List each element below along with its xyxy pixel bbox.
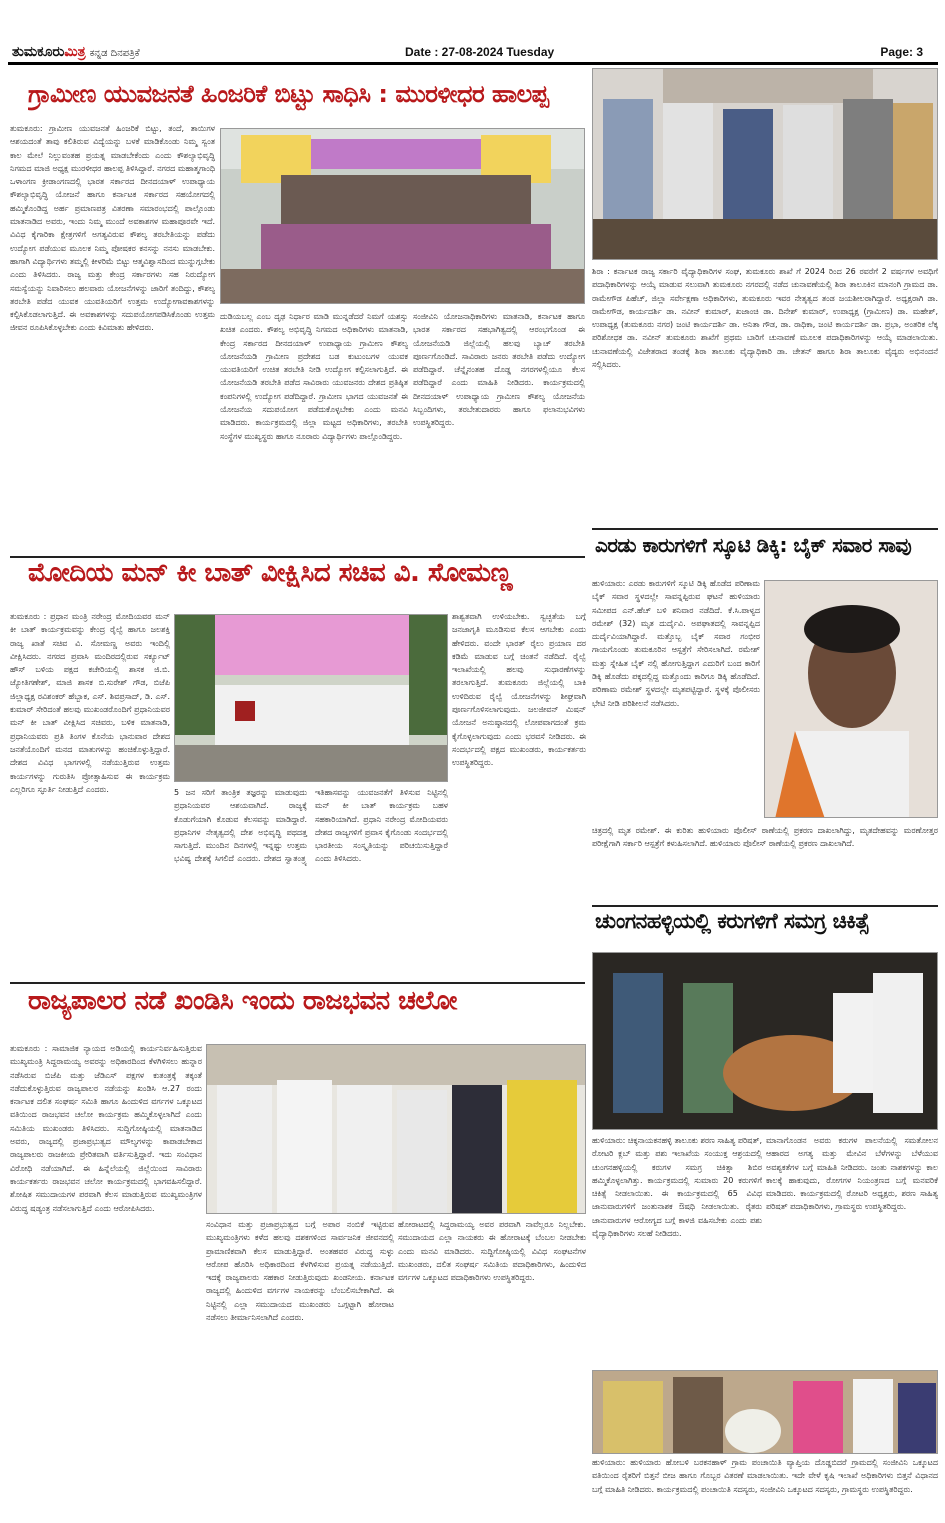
story7-column-3: ಹೋರಾಟದಲ್ಲಿ ಸಿದ್ದರಾಮಯ್ಯ ಅವರ ಪರವಾಗಿ ನಾವೆಲ್ಲರೂ ನಿಲ್ಲಬೇಕು. ಸಮುದಾಯದ ಎಲ್ಲಾ ನಾಯಕರು ಈ ಹೋರಾಟಕ್ಕೆ ಬೆಂಬಲ ನೀಡಬೇಕು ಎಂದು ಮನವಿ ಮಾಡಿದರು. ಸುದ್ದಿಗೋಷ್ಠಿಯಲ್ಲಿ ವಿವಿಧ ಸಂಘಟನೆಗಳ ಮುಖಂಡರು, ದಲಿತ ಸಂಘರ್ಷ ಸಮಿತಿಯ ಪದಾಧಿಕಾರಿಗಳು, ಹಿಂದುಳಿದ ವರ್ಗಗಳ ಒಕ್ಕೂಟದ ಪದಾಧಿಕಾರಿಗಳು ಉಪಸ್ಥಿತರಿದ್ದರು. bbox=[398, 1220, 586, 1283]
story6-caption: ಹುಳಿಯಾರು: ಹುಳಿಯಾರು ಹೋಬಳಿ ಬರಕನಹಾಳ್ ಗ್ರಾಮ ಪಂಚಾಯಿತಿ ವ್ಯಾಪ್ತಿಯ ದೊಡ್ಡಬಿದರೆ ಗ್ರಾಮದಲ್ಲಿ ಸಂಜೀವಿನಿ ಒಕ್ಕೂಟದ ವತಿಯಿಂದ ರೈತರಿಗೆ ಬಿತ್ತನೆ ಬೀಜ ಹಾಗೂ ಗೊಬ್ಬರ ವಿತರಣೆ ಮಾಡಲಾಯಿತು. ಇದೇ ವೇಳೆ ಕೃಷಿ ಇಲಾಖೆ ಅಧಿಕಾರಿಗಳು ಬಿತ್ತನೆ ವಿಧಾನದ ಬಗ್ಗೆ ಮಾಹಿತಿ ನೀಡಿದರು. ಕಾರ್ಯಕ್ರಮದಲ್ಲಿ ಪಂಚಾಯಿತಿ ಸದಸ್ಯರು, ಸಂಜೀವಿನಿ ಒಕ್ಕೂಟದ ಸದಸ್ಯರು, ಗ್ರಾಮಸ್ಥರು ಉಪಸ್ಥಿತರಿದ್ದರು. bbox=[592, 1458, 938, 1494]
story7-headline: ರಾಜ್ಯಪಾಲರ ನಡೆ ಖಂಡಿಸಿ ಇಂದು ರಾಜಭವನ ಚಲೋ bbox=[28, 988, 457, 1016]
story1-photo-group bbox=[220, 128, 585, 304]
story4-photo-meeting bbox=[174, 614, 448, 782]
newspaper-title bbox=[12, 44, 140, 60]
story1-column-1: ತುಮಕೂರು: ಗ್ರಾಮೀಣ ಯುವಜನತೆ ಹಿಂಜರಿಕೆ ಬಿಟ್ಟು, ತಂದೆ, ತಾಯಿಗಳ ಆಶಯದಂತೆ ತಾವು ಕಲಿತಿರುವ ವಿದ್ಯೆಯನ್ನು ಬಳಕೆ ಮಾಡಿಕೊಂಡು ನಿಮ್ಮ ಸ್ವಂತ ಕಾಲ ಮೇಲೆ ನಿಲ್ಲುವಂತಹ ಪ್ರಯತ್ನ ಮಾಡಬೇಕೆಂದು ಎಂದು ಕೌಶಲ್ಯಾಭಿವೃದ್ಧಿ ನಿಗಮದ ಮಾಜಿ ಅಧ್ಯಕ್ಷ ಮುರಳೀಧರ ಹಾಲಪ್ಪ ತಿಳಿಸಿದ್ದಾರೆ. ನಗರದ ಮಹಾತ್ಮಗಾಂಧಿ ಒಳಾಂಗಣ ಕ್ರೀಡಾಂಗಣದಲ್ಲಿ ಭಾರತ ಸರ್ಕಾರದ ದೀನದಯಾಳ್ ಉಪಾಧ್ಯಾಯ ಕೌಶಲ್ಯಾಭಿವೃದ್ಧಿ ಯೋಜನೆ ಹಾಗೂ ಕರ್ನಾಟಕ ಸರ್ಕಾರದ ಸಹಯೋಗದಲ್ಲಿ ಹಮ್ಮಿಕೊಂಡಿದ್ದ ಅರ್ಹ ಪ್ರಮಾಣಪತ್ರ ವಿತರಣಾ ಸಮಾರಂಭದಲ್ಲಿ ಪಾಲ್ಗೊಂಡು ಮಾತನಾಡಿದ ಅವರು, ಇಂದು ನಿಮ್ಮ ಮುಂದೆ ಅವಕಾಶಗಳ ಮಹಾಪೂರವೇ ಇದೆ. ವಿವಿಧ ಕೈಗಾರಿಕಾ ಕ್ಷೇತ್ರಗಳಿಗೆ ಅಗತ್ಯವಿರುವ ಕೌಶಲ್ಯ ತರಬೇತಿಯನ್ನು ಪಡೆದು ಉದ್ಯೋಗ ಪಡೆಯುವ ಮೂಲಕ ನಿಮ್ಮ ಪೋಷಕರ ಕನಸನ್ನು ನನಸು ಮಾಡಬೇಕು. ಹಾಗಾಗಿ ವಿದ್ಯಾರ್ಥಿಗಳು ತಮ್ಮಲ್ಲಿ ಕೀಳರಿಮೆ ಬಿಟ್ಟು ಆತ್ಮವಿಶ್ವಾಸದಿಂದ ಮುನ್ನುಗ್ಗಬೇಕು ಎಂದು ತಿಳಿಸಿದರು. ರಾಜ್ಯ ಮತ್ತು ಕೇಂದ್ರ ಸರ್ಕಾರಗಳು ಸಹ ನಿರುದ್ಯೋಗ ಸಮಸ್ಯೆಯನ್ನು ನಿವಾರಿಸಲು ಹಲವಾರು ಯೋಜನೆಗಳನ್ನು ಜಾರಿಗೆ ತಂದಿದ್ದು, ಕೌಶಲ್ಯ ತರಬೇತಿ ಪಡೆದ ಯುವಕ ಯುವತಿಯರಿಗೆ ಉತ್ತಮ ಉದ್ಯೋಗಾವಕಾಶಗಳನ್ನು ಕಲ್ಪಿಸಿಕೊಡಲಾಗುತ್ತಿದೆ. ಈ ಅವಕಾಶಗಳನ್ನು ಸದುಪಯೋಗಪಡಿಸಿಕೊಂಡು ಉತ್ತಮ ಜೀವನ ರೂಪಿಸಿಕೊಳ್ಳಬೇಕು ಎಂದು ಕಿವಿಮಾತು ಹೇಳಿದರು. bbox=[10, 124, 215, 333]
story3-headline: ಎರಡು ಕಾರುಗಳಿಗೆ ಸ್ಕೂಟಿ ಡಿಕ್ಕಿ: ಬೈಕ್ ಸವಾರ ಸಾವು bbox=[595, 535, 912, 557]
story3-top-rule bbox=[592, 528, 938, 530]
story7-photo-press bbox=[206, 1044, 586, 1214]
story4-headline: ಮೋದಿಯ ಮನ್ ಕೀ ಬಾತ್ ವೀಕ್ಷಿಸಿದ ಸಚಿವ ವಿ. ಸೋಮಣ್ಣ bbox=[28, 560, 513, 588]
story5-column-1: ಹುಳಿಯಾರು: ಚಿಕ್ಕನಾಯಕನಹಳ್ಳಿ ತಾಲೂಕು ಶರಣ ಸಾಹಿತ್ಯ ಪರಿಷತ್, ರೋಟರಿ ಕ್ಲಬ್ ಮತ್ತು ಪಶು ಇಲಾಖೆಯ ಸಂಯುಕ್ತ ಆಶ್ರಯದಲ್ಲಿ ಚುಂಗನಹಳ್ಳಿಯಲ್ಲಿ ಕರುಗಳ ಸಮಗ್ರ ಚಿಕಿತ್ಸಾ ಶಿಬಿರ ಹಮ್ಮಿಕೊಳ್ಳಲಾಗಿತ್ತು. ಕಾರ್ಯಕ್ರಮದಲ್ಲಿ ಸುಮಾರು 20 ಕರುಗಳಿಗೆ ಚಿಕಿತ್ಸೆ ನೀಡಲಾಯಿತು. ಈ ಕಾರ್ಯಕ್ರಮದಲ್ಲಿ 65 ವಿವಿಧ ಜಾನುವಾರುಗಳಿಗೆ ಜಂತುನಾಶಕ ಔಷಧಿ ನೀಡಲಾಯಿತು. ರೈತರು ಜಾನುವಾರುಗಳ ಆರೋಗ್ಯದ ಬಗ್ಗೆ ಕಾಳಜಿ ವಹಿಸಬೇಕು ಎಂದು ಪಶು ವೈದ್ಯಾಧಿಕಾರಿಗಳು ಸಲಹೆ ನೀಡಿದರು. bbox=[592, 1136, 762, 1239]
story3-photo-victim bbox=[764, 580, 938, 818]
doctors-photo-image bbox=[593, 69, 938, 260]
story2-photo-doctors bbox=[592, 68, 938, 260]
story5-headline: ಚುಂಗನಹಳ್ಳಿಯಲ್ಲಿ ಕರುಗಳಿಗೆ ಸಮಗ್ರ ಚಿಕಿತ್ಸೆ bbox=[595, 910, 870, 933]
story4-top-rule bbox=[10, 556, 585, 558]
story4-column-3: ಶಾಶ್ವತವಾಗಿ ಉಳಿಯಬೇಕು. ಸ್ವಚ್ಛತೆಯ ಬಗ್ಗೆ ಜನಜಾಗೃತಿ ಮೂಡಿಸುವ ಕೆಲಸ ಆಗಬೇಕು ಎಂದು ಹೇಳಿದರು. ವಂದೇ ಭಾರತ್ ರೈಲು ಪ್ರಯಾಣ ದರ ಕಡಿಮೆ ಮಾಡುವ ಬಗ್ಗೆ ಚಿಂತನೆ ನಡೆದಿದೆ. ರೈಲ್ವೆ ಇಲಾಖೆಯಲ್ಲಿ ಹಲವು ಸುಧಾರಣೆಗಳನ್ನು ತರಲಾಗುತ್ತಿದೆ. ತುಮಕೂರು ಜಿಲ್ಲೆಯಲ್ಲಿ ಬಾಕಿ ಉಳಿದಿರುವ ರೈಲ್ವೆ ಯೋಜನೆಗಳನ್ನು ಶೀಘ್ರವಾಗಿ ಪೂರ್ಣಗೊಳಿಸಲಾಗುವುದು. ಜಲಜೀವನ್ ಮಿಷನ್ ಯೋಜನೆ ಅನುಷ್ಠಾನದಲ್ಲಿ ಲೋಪವಾಗದಂತೆ ಕ್ರಮ ಕೈಗೊಳ್ಳಲಾಗುವುದು ಎಂದು ಭರವಸೆ ನೀಡಿದರು. ಈ ಸಂದರ್ಭದಲ್ಲಿ ಪಕ್ಷದ ಮುಖಂಡರು, ಕಾರ್ಯಕರ್ತರು ಉಪಸ್ಥಿತರಿದ್ದರು. bbox=[452, 612, 586, 768]
story1-column-3: ಸಂಜೀವಿನಿ ಯೋಜನಾಧಿಕಾರಿಗಳು ಮಾತನಾಡಿ, ಕರ್ನಾಟಕ ಹಾಗೂ ಭಾರತ ಸರ್ಕಾರದ ಸಹಭಾಗಿತ್ವದಲ್ಲಿ ಆರಂಭಗೊಂಡ ಈ ಯೋಜನೆಯಡಿ ಜಿಲ್ಲೆಯಲ್ಲಿ ಹಲವು ಬ್ಯಾಚ್ ತರಬೇತಿ ಪೂರ್ಣಗೊಂಡಿದೆ. ಸಾವಿರಾರು ಜನರು ತರಬೇತಿ ಪಡೆದು ಉದ್ಯೋಗ ಪಡೆದಿದ್ದಾರೆ. ಚೆನ್ನೈನಂತಹ ದೊಡ್ಡ ನಗರಗಳಲ್ಲಿಯೂ ಕೆಲಸ ಪಡೆದಿದ್ದಾರೆ ಎಂದು ಮಾಹಿತಿ ನೀಡಿದರು. ಕಾರ್ಯಕ್ರಮದಲ್ಲಿ ದೀನದಯಾಳ್ ಉಪಾಧ್ಯಾಯ ಗ್ರಾಮೀಣ ಕೌಶಲ್ಯ ಯೋಜನೆಯ ಸಿಬ್ಬಂದಿಗಳು, ತರಬೇತುದಾರರು ಹಾಗೂ ಫಲಾನುಭವಿಗಳು ಉಪಸ್ಥಿತರಿದ್ದರು. bbox=[413, 312, 585, 428]
story4-column-2: 5 ಜನ ಸರಿಗೆ ತಾಂತ್ರಿಕ ತಜ್ಞರನ್ನು ಮಾಡುವುದು ಪ್ರಧಾನಿಯವರ ಆಶಯವಾಗಿದೆ. ರಾಜ್ಯಕ್ಕೆ ಕೊಡುಗೆಯಾಗಿ ಕೊಡುವ ಕೆಲಸವನ್ನು ಮಾಡಿದ್ದಾರೆ. ಪ್ರಧಾನಿಗಳ ನೇತೃತ್ವದಲ್ಲಿ ದೇಶ ಅಭಿವೃದ್ಧಿ ಪಥದತ್ತ ಸಾಗುತ್ತಿದೆ. ಮುಂದಿನ ದಿನಗಳಲ್ಲಿ ಇನ್ನಷ್ಟು ಉತ್ತಮ ಭವಿಷ್ಯ ದೇಶಕ್ಕೆ ಸಿಗಲಿದೆ ಎಂದರು. ದೇಶದ ಸ್ವಾತಂತ್ರ್ಯ ಇತಿಹಾಸವನ್ನು ಯುವಜನತೆಗೆ ತಿಳಿಸುವ ನಿಟ್ಟಿನಲ್ಲಿ ಮನ್ ಕೀ ಬಾತ್ ಕಾರ್ಯಕ್ರಮ ಬಹಳ ಸಹಕಾರಿಯಾಗಿದೆ. ಪ್ರಧಾನಿ ನರೇಂದ್ರ ಮೋದಿಯವರು ದೇಶದ ರಾಜ್ಯಗಳಿಗೆ ಪ್ರವಾಸ ಕೈಗೊಂಡು ಸಂದರ್ಭದಲ್ಲಿ ಭಾರತೀಯ ಸಂಸ್ಕೃತಿಯನ್ನು ಪರಿಚಯಿಸುತ್ತಿದ್ದಾರೆ ಎಂದು ತಿಳಿಸಿದರು. bbox=[174, 788, 448, 864]
story6-photo-distribution bbox=[592, 1370, 938, 1454]
story7-column-1: ತುಮಕೂರು : ಸಾಮಾಜಿಕ ನ್ಯಾಯದ ಅಡಿಯಲ್ಲಿ ಕಾರ್ಯನಿರ್ವಹಿಸುತ್ತಿರುವ ಮುಖ್ಯಮಂತ್ರಿ ಸಿದ್ದರಾಮಯ್ಯ ಅವರನ್ನು ಅಧಿಕಾರದಿಂದ ಕೆಳಗಿಳಿಸಲು ಹುನ್ನಾರ ನಡೆಸಿರುವ ಬಿಜೆಪಿ ಮತ್ತು ಜೆಡಿಎಸ್ ಪಕ್ಷಗಳ ಕುತಂತ್ರಕ್ಕೆ ತಕ್ಕಂತೆ ನಡೆದುಕೊಳ್ಳುತ್ತಿರುವ ರಾಜ್ಯಪಾಲರ ನಡೆಯನ್ನು ಖಂಡಿಸಿ ಆ.27 ರಂದು ಕರ್ನಾಟಕ ದಲಿತ ಸಂಘರ್ಷ ಸಮಿತಿ ಹಾಗೂ ಹಿಂದುಳಿದ ವರ್ಗಗಳ ಒಕ್ಕೂಟದ ವತಿಯಿಂದ ರಾಜಭವನ ಚಲೋ ಕಾರ್ಯಕ್ರಮ ಹಮ್ಮಿಕೊಳ್ಳಲಾಗಿದೆ ಎಂದು ಸಮಿತಿಯ ಮುಖಂಡರು ತಿಳಿಸಿದರು. ಸುದ್ದಿಗೋಷ್ಠಿಯಲ್ಲಿ ಮಾತನಾಡಿದ ಅವರು, ರಾಜ್ಯದಲ್ಲಿ ಪ್ರಜಾಪ್ರಭುತ್ವದ ಮೌಲ್ಯಗಳನ್ನು ಕಾಪಾಡಬೇಕಾದ ರಾಜ್ಯಪಾಲರು ರಾಜಕೀಯ ಪ್ರೇರಿತವಾಗಿ ವರ್ತಿಸುತ್ತಿದ್ದಾರೆ. ಇದು ಸಂವಿಧಾನ ವಿರೋಧಿ ನಡೆಯಾಗಿದೆ. ಈ ಹಿನ್ನೆಲೆಯಲ್ಲಿ ಜಿಲ್ಲೆಯಿಂದ ಸಾವಿರಾರು ಕಾರ್ಯಕರ್ತರು ರಾಜಭವನ ಚಲೋ ಕಾರ್ಯಕ್ರಮದಲ್ಲಿ ಭಾಗವಹಿಸಲಿದ್ದಾರೆ. ಶೋಷಿತ ಸಮುದಾಯಗಳ ಪರವಾಗಿ ಕೆಲಸ ಮಾಡುತ್ತಿರುವ ಮುಖ್ಯಮಂತ್ರಿಗಳ ವಿರುದ್ಧ ಷಡ್ಯಂತ್ರ ನಡೆಸಲಾಗುತ್ತಿದೆ ಎಂದು ಆರೋಪಿಸಿದರು. bbox=[10, 1044, 202, 1213]
story1-headline: ಗ್ರಾಮೀಣ ಯುವಜನತೆ ಹಿಂಜರಿಕೆ ಬಿಟ್ಟು ಸಾಧಿಸಿ : ಮುರಳೀಧರ ಹಾಲಪ್ಪ bbox=[28, 82, 549, 108]
masthead bbox=[0, 0, 945, 70]
meeting-photo-image bbox=[175, 615, 448, 782]
newspaper-subtitle: ಕನ್ನಡ ದಿನಪತ್ರಿಕೆ bbox=[89, 48, 140, 59]
page-number: Page: 3 bbox=[880, 45, 923, 59]
story1-column-2: ದುಡಿಯಬಲ್ಲ ಎಂಬ ದೃಢ ನಿರ್ಧಾರ ಮಾಡಿ ಮುನ್ನಡೆದರೆ ನಿಮಗೆ ಯಶಸ್ಸು ಖಚಿತ ಎಂದರು. ಕೌಶಲ್ಯ ಅಭಿವೃದ್ಧಿ ನಿಗಮದ ಅಧಿಕಾರಿಗಳು ಮಾತನಾಡಿ, ಕೇಂದ್ರ ಸರ್ಕಾರದ ದೀನದಯಾಳ್ ಉಪಾಧ್ಯಾಯ ಗ್ರಾಮೀಣ ಕೌಶಲ್ಯ ಯೋಜನೆಯಡಿ ಗ್ರಾಮೀಣ ಪ್ರದೇಶದ ಬಡ ಕುಟುಂಬಗಳ ಯುವಕ ಯುವತಿಯರಿಗೆ ಉಚಿತ ತರಬೇತಿ ನೀಡಿ ಉದ್ಯೋಗ ಕಲ್ಪಿಸಲಾಗುತ್ತಿದೆ. ಈ ಯೋಜನೆಯಡಿ ತರಬೇತಿ ಪಡೆದ ಸಾವಿರಾರು ಯುವಜನರು ದೇಶದ ಪ್ರತಿಷ್ಠಿತ ಕಂಪನಿಗಳಲ್ಲಿ ಉದ್ಯೋಗ ಪಡೆದಿದ್ದಾರೆ. ಗ್ರಾಮೀಣ ಭಾಗದ ಯುವಜನತೆ ಈ ಯೋಜನೆಯ ಸದುಪಯೋಗ ಪಡೆದುಕೊಳ್ಳಬೇಕು ಎಂದು ಮನವಿ ಮಾಡಿದರು. ಕಾರ್ಯಕ್ರಮದಲ್ಲಿ ಜಿಲ್ಲಾ ಮಟ್ಟದ ಅಧಿಕಾರಿಗಳು, ತರಬೇತಿ ಸಂಸ್ಥೆಗಳ ಮುಖ್ಯಸ್ಥರು ಹಾಗೂ ನೂರಾರು ವಿದ್ಯಾರ್ಥಿಗಳು ಪಾಲ್ಗೊಂಡಿದ್ದರು. bbox=[220, 312, 408, 441]
story5-photo-cattle bbox=[592, 952, 938, 1130]
story7-column-2: ಸಂವಿಧಾನ ಮತ್ತು ಪ್ರಜಾಪ್ರಭುತ್ವದ ಬಗ್ಗೆ ಅಪಾರ ನಂಬಿಕೆ ಇಟ್ಟಿರುವ ಮುಖ್ಯಮಂತ್ರಿಗಳು ಕಳೆದ ಹಲವು ದಶಕಗಳಿಂದ ಸಾರ್ವಜನಿಕ ಜೀವನದಲ್ಲಿ ಪ್ರಾಮಾಣಿಕವಾಗಿ ಕೆಲಸ ಮಾಡುತ್ತಿದ್ದಾರೆ. ಅಂತಹವರ ವಿರುದ್ಧ ಸುಳ್ಳು ಆರೋಪ ಹೊರಿಸಿ ಅಧಿಕಾರದಿಂದ ಕೆಳಗಿಳಿಸುವ ಪ್ರಯತ್ನ ನಡೆಯುತ್ತಿದೆ. ಇದಕ್ಕೆ ರಾಜ್ಯಪಾಲರು ಸಹಕಾರ ನೀಡುತ್ತಿರುವುದು ಖಂಡನೀಯ. ಕರ್ನಾಟಕ ರಾಜ್ಯದಲ್ಲಿ ಹಿಂದುಳಿದ ವರ್ಗಗಳ ನಾಯಕರನ್ನು ಬೆಂಬಲಿಸಬೇಕಾಗಿದೆ. ಈ ನಿಟ್ಟಿನಲ್ಲಿ ಎಲ್ಲಾ ಸಮುದಾಯದ ಮುಖಂಡರು ಒಗ್ಗಟ್ಟಾಗಿ ಹೋರಾಟ ನಡೆಸಲು ತೀರ್ಮಾನಿಸಲಾಗಿದೆ ಎಂದರು. bbox=[206, 1220, 394, 1323]
story3-caption: ಚಿತ್ರದಲ್ಲಿ ಮೃತ ರಮೇಶ್. ಈ ಕುರಿತು ಹುಳಿಯಾರು ಪೊಲೀಸ್ ಠಾಣೆಯಲ್ಲಿ ಪ್ರಕರಣ ದಾಖಲಾಗಿದ್ದು, ಮೃತದೇಹವನ್ನು ಮರಣೋತ್ತರ ಪರೀಕ್ಷೆಗಾಗಿ ಸರ್ಕಾರಿ ಆಸ್ಪತ್ರೆಗೆ ಕಳುಹಿಸಲಾಗಿದೆ. ಹುಳಿಯಾರು ಪೊಲೀಸ್ ಠಾಣೆಯಲ್ಲಿ ಪ್ರಕರಣ ದಾಖಲಾಗಿದೆ. bbox=[592, 826, 938, 849]
title-part-b: ಮಿತ್ರ bbox=[64, 44, 86, 60]
press-meet-photo-image bbox=[207, 1045, 586, 1214]
group-photo-image bbox=[221, 129, 585, 304]
issue-date: Date : 27-08-2024 Tuesday bbox=[405, 45, 555, 59]
story5-top-rule bbox=[592, 905, 938, 907]
story3-column-1: ಹುಳಿಯಾರು: ಎರಡು ಕಾರುಗಳಿಗೆ ಸ್ಕೂಟಿ ಡಿಕ್ಕಿ ಹೊಡೆದ ಪರಿಣಾಮ ಬೈಕ್ ಸವಾರ ಸ್ಥಳದಲ್ಲೇ ಸಾವನ್ನಪ್ಪಿರುವ ಘಟನೆ ಹುಳಿಯಾರು ಸಮೀಪದ ಎನ್.ಹೆಚ್ ಬಳಿ ಶನಿವಾರ ನಡೆದಿದೆ. ಕೆ.ಸಿ.ಪಾಳ್ಯದ ರಮೇಶ್ (32) ಮೃತ ದುರ್ದೈವಿ. ಅಪಘಾತದಲ್ಲಿ ಸಾವನ್ನಪ್ಪಿದ ದುರ್ದೈವಿಯಾಗಿದ್ದಾರೆ. ಮತ್ತೊಬ್ಬ ಬೈಕ್ ಸವಾರ ಗಂಭೀರ ಗಾಯಗೊಂಡು ತುಮಕೂರಿನ ಆಸ್ಪತ್ರೆಗೆ ಸೇರಿಸಲಾಗಿದೆ. ರಮೇಶ್ ಮತ್ತು ಸ್ನೇಹಿತ ಬೈಕ್ ನಲ್ಲಿ ಹೋಗುತ್ತಿದ್ದಾಗ ಎದುರಿಗೆ ಬಂದ ಕಾರಿಗೆ ಡಿಕ್ಕಿ ಹೊಡೆದು ಪಕ್ಕದಲ್ಲಿದ್ದ ಮತ್ತೊಂದು ಕಾರಿಗೂ ಡಿಕ್ಕಿ ಹೊಡೆದಿದೆ. ಪರಿಣಾಮ ರಮೇಶ್ ಸ್ಥಳದಲ್ಲೇ ಮೃತಪಟ್ಟಿದ್ದಾರೆ. ಸ್ಥಳಕ್ಕೆ ಪೊಲೀಸರು ಭೇಟಿ ನೀಡಿ ಪರಿಶೀಲನೆ ನಡೆಸಿದರು. bbox=[592, 579, 760, 708]
victim-portrait-image bbox=[765, 581, 938, 818]
story4-column-1: ತುಮಕೂರು : ಪ್ರಧಾನ ಮಂತ್ರಿ ನರೇಂದ್ರ ಮೋದಿಯವರ ಮನ್ ಕೀ ಬಾತ್ ಕಾರ್ಯಕ್ರಮವನ್ನು ಕೇಂದ್ರ ರೈಲ್ವೆ ಹಾಗೂ ಜಲಶಕ್ತಿ ರಾಜ್ಯ ಖಾತೆ ಸಚಿವ ವಿ. ಸೋಮಣ್ಣ ಅವರು ಇಂದಿಲ್ಲಿ ವೀಕ್ಷಿಸಿದರು. ನಗರದ ಪ್ರವಾಸಿ ಮಂದಿರದಲ್ಲಿರುವ ಸರ್ಕ್ಯೂಟ್ ಹೌಸ್ ಬಳಿಯ ಪಕ್ಷದ ಕಚೇರಿಯಲ್ಲಿ ಶಾಸಕ ಜಿ.ಬಿ. ಜ್ಯೋತಿಗಣೇಶ್, ಮಾಜಿ ಶಾಸಕ ಬಿ.ಸುರೇಶ್ ಗೌಡ, ಬಿಜೆಪಿ ಜಿಲ್ಲಾಧ್ಯಕ್ಷ ರವಿಶಂಕರ್ ಹೆಬ್ಬಾಕ, ಎಸ್. ಶಿವಪ್ರಸಾದ್, ಡಿ. ಎಸ್. ಕುಮಾರ್ ಸೇರಿದಂತೆ ಹಲವು ಮುಖಂಡರೊಂದಿಗೆ ಪ್ರಧಾನಿಯವರ ಮನ್ ಕೀ ಬಾತ್ ವೀಕ್ಷಿಸಿದ ಸಚಿವರು, ಬಳಿಕ ಮಾತನಾಡಿ, ಪ್ರಧಾನಿಯವರು ಪ್ರತಿ ತಿಂಗಳ ಕೊನೆಯ ಭಾನುವಾರ ದೇಶದ ಜನತೆಯೊಂದಿಗೆ ಮನದ ಮಾತುಗಳನ್ನು ಹಂಚಿಕೊಳ್ಳುತ್ತಿದ್ದಾರೆ. ದೇಶದ ವಿವಿಧ ಭಾಗಗಳಲ್ಲಿ ನಡೆಯುತ್ತಿರುವ ಉತ್ತಮ ಕಾರ್ಯಗಳನ್ನು ಗುರುತಿಸಿ ಪ್ರೋತ್ಸಾಹಿಸುವ ಈ ಕಾರ್ಯಕ್ರಮ ಎಲ್ಲರಿಗೂ ಸ್ಫೂರ್ತಿ ನೀಡುತ್ತಿದೆ ಎಂದರು. bbox=[10, 612, 170, 794]
distribution-photo-image bbox=[593, 1371, 938, 1454]
story2-caption: ಶಿರಾ : ಕರ್ನಾಟಕ ರಾಜ್ಯ ಸರ್ಕಾರಿ ವೈದ್ಯಾಧಿಕಾರಿಗಳ ಸಂಘ, ತುಮಕೂರು ಶಾಖೆ ಗೆ 2024 ರಿಂದ 26 ರವರೆಗೆ 2 ವರ್ಷಗಳ ಅವಧಿಗೆ ಪದಾಧಿಕಾರಿಗಳನ್ನು ಆಯ್ಕೆ ಮಾಡುವ ಸಲುವಾಗಿ ತುಮಕೂರು ನಗರದಲ್ಲಿ ನಡೆದ ಚುನಾವಣೆಯಲ್ಲಿ ಶಿರಾ ತಾಲೂಕಿನ ಮಾನಂಗಿ ಗ್ರಾಮದ ಡಾ. ರಾಮೇಗೌಡ ಪಿಹೆಚ್, ಜಿಲ್ಲಾ ಸರ್ವೇಕ್ಷಣಾ ಅಧಿಕಾರಿಗಳು, ತುಮಕೂರು ಇವರ ನೇತೃತ್ವದ ತಂಡ ಜಯಶೀಲರಾಗಿದ್ದಾರೆ. ಅಧ್ಯಕ್ಷರಾಗಿ ಡಾ. ರಾಮೇಗೌಡ, ಕಾರ್ಯದರ್ಶಿ ಡಾ. ನವೀನ್ ಕುಮಾರ್, ಖಜಾಂಚಿ ಡಾ. ದಿನೇಶ್ ಕುಮಾರ್, ಉಪಾಧ್ಯಕ್ಷ (ಗ್ರಾಮೀಣ) ಡಾ. ಮಹೇಶ್, ಉಪಾಧ್ಯಕ್ಷ (ತುಮಕೂರು ನಗರ) ಜಂಟಿ ಕಾರ್ಯದರ್ಶಿ ಡಾ. ಅನಿತಾ ಗೌಡ, ಡಾ. ರಾಧಿಕಾ, ಜಂಟಿ ಕಾರ್ಯದರ್ಶಿ ಡಾ. ಪ್ರಭಾ, ಅಂತರಿಕ ಲೆಕ್ಕ ಪರಿಶೋಧಕ ಡಾ. ನವೀನ್ ತುಮಕೂರು ಶಾಖೆಗೆ ಪ್ರಥಮ ಬಾರಿಗೆ ಚುನಾವಣೆ ಮೂಲಕ ಪದಾಧಿಕಾರಿಗಳನ್ನು ಆಯ್ಕೆ ಮಾಡಲಾಯಿತು. ಚುನಾವಣೆಯಲ್ಲಿ ವಿಜೇತರಾದ ತಂಡಕ್ಕೆ ಶಿರಾ ತಾಲೂಕು ವೈದ್ಯಾಧಿಕಾರಿ ಡಾ. ಚೇತನ್ ಹಾಗೂ ಶಿರಾ ತಾಲೂಕು ವೈದ್ಯರು ಅಭಿನಂದನೆ ಸಲ್ಲಿಸಿದರು. bbox=[592, 267, 938, 370]
title-part-a: ತುಮಕೂರು bbox=[12, 44, 65, 60]
story5-column-2: ಮಾನಾಗೊಂಡನ ಅವರು ಕರುಗಳ ಪಾಲನೆಯಲ್ಲಿ ಸಮತೋಲನ ಆಹಾರದ ಅಗತ್ಯ ಮತ್ತು ಮೇವಿನ ಬೆಳೆಗಳನ್ನು ಬೆಳೆಯುವ ಅವಶ್ಯಕತೆಗಳ ಬಗ್ಗೆ ಮಾಹಿತಿ ನೀಡಿದರು. ಜಂತು ನಾಶಕಗಳನ್ನು ಕಾಲ ಕಾಲಕ್ಕೆ ಹಾಕುವುದು, ರೋಗಗಳ ನಿಯಂತ್ರಣದ ಬಗ್ಗೆ ಮನವರಿಕೆ ಮಾಡಿದರು. ಕಾರ್ಯಕ್ರಮದಲ್ಲಿ ರೋಟರಿ ಅಧ್ಯಕ್ಷರು, ಶರಣ ಸಾಹಿತ್ಯ ಪರಿಷತ್ ಪದಾಧಿಕಾರಿಗಳು, ಗ್ರಾಮಸ್ಥರು ಉಪಸ್ಥಿತರಿದ್ದರು. bbox=[766, 1136, 938, 1212]
cattle-photo-image bbox=[593, 953, 938, 1130]
masthead-rule bbox=[8, 62, 938, 65]
story7-top-rule bbox=[10, 982, 585, 984]
